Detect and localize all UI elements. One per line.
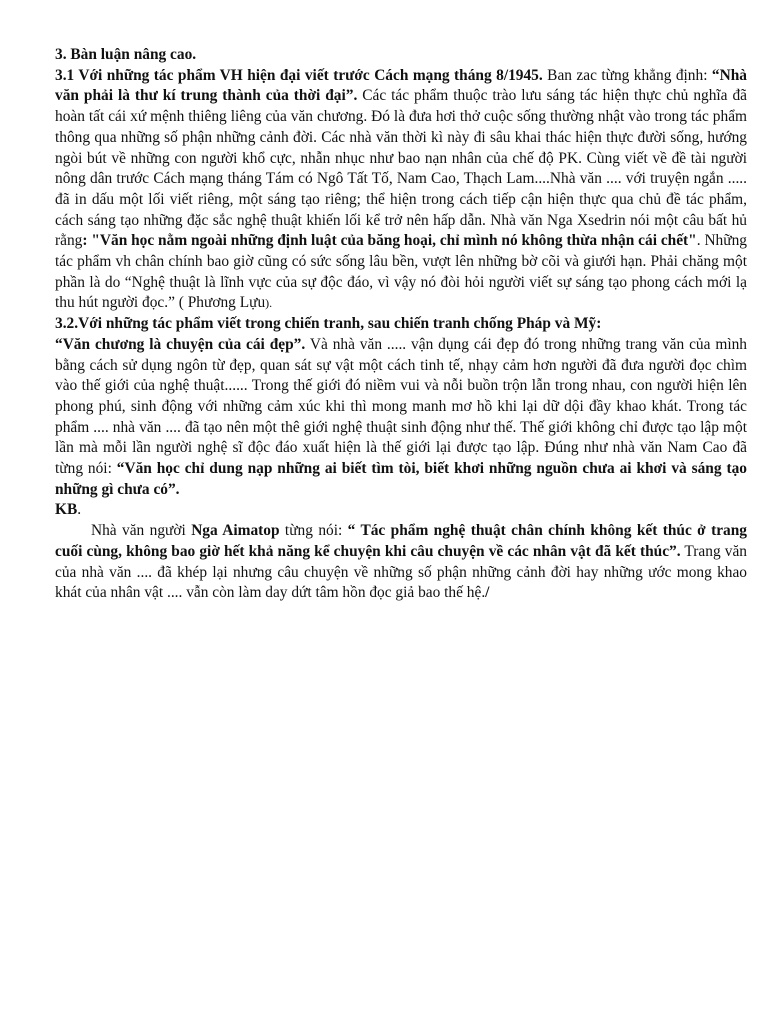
section-heading-3: 3. Bàn luận nâng cao. — [55, 46, 197, 63]
paragraph-text: từng nói: — [279, 522, 348, 540]
quote-aimatop: “ Tác phẩm nghệ thuật chân chính không kết thúc ở trang cuối cùng, không bao giờ hết khả năng kể chuyện khi câu chuyện về các nhân vật đã kết thúc”. — [55, 522, 748, 560]
author-name: Nga Aimatop — [191, 522, 280, 540]
quote-nam-cao: “Văn học chỉ dung nạp những ai biết tìm tòi, biết khơi những nguồn chưa ai khơi và sáng tạo những gì chưa có”. — [55, 460, 747, 498]
quote-balzac: “Nhà văn phải là thư kí trung thành của thời đại”. — [55, 66, 747, 105]
quote-beauty: “Văn chương là chuyện của cái đẹp”. — [55, 335, 306, 353]
section-heading-3-2: 3.2.Với những tác phẩm viết trong chiến tranh, sau chiến tranh chống Pháp và Mỹ: — [55, 315, 602, 333]
section-3-1-paragraph — [55, 66, 747, 314]
paragraph-text: Các tác phẩm thuộc trào lưu sáng tác hiện thực chủ nghĩa đã hoàn tất cái xứ mệnh thiêng liêng của văn chương. Đó là đưa hơi thở cuộc sống thường nhật vào trong tác phẩm thông qua những số phận những cảnh đời. Các nhà văn thời kì này đi sâu khai thác hiện thực đười sống, hướng ngòi bút về những con người khổ cực, nhẫn nhục như bao nạn nhân của chế độ PK. Cùng viết về đề tài người nông dân trước Cách mạng tháng Tám có Ngô Tất Tố, Nam Cao, Thạch Lam....Nhà văn .... với truyện ngắn ..... đã in dấu một lối viết riêng, một sáng tạo riêng; thể hiện trong cách tiếp cận hiện thực qua chủ đề tác phẩm, cách sáng tạo những đặc sắc nghệ thuật khiến lối kể trở nên hấp dẫn. Nhà văn Nga Xsedrin nói một câu bất hủ rằng — [55, 87, 747, 250]
paragraph-text: Ban zac từng khẳng định: — [542, 66, 712, 84]
quote-xsedrin: : "Văn học nằm ngoài những định luật của băng hoại, chỉ mình nó không thừa nhận cái chết" — [82, 232, 697, 250]
paragraph-text: Và nhà văn ..... vận dụng cái đẹp đó trong những trang văn của mình bằng cách sử dụng ngôn từ đẹp, quan sát sự vật một cách tinh tế, nhạy cảm hơn người đã đưa người đọc chìm vào thế giới của nghệ thuật...... Trong thế giới đó niềm vui và nỗi buồn trộn lẫn trong nhau, con người hiện lên phong phú, sinh động với những cảm xúc khi thì mong manh mơ hồ khi lại dữ dội đầy khao khát. Trong tác phẩm .... nhà văn .... đã tạo nên một thê giới nghệ thuật sinh động như thế. Thế giới không chỉ được tạo lập một lần mà mỗi lần người nghệ sĩ độc đáo xuất hiện là thế giới lại được tạo lập. Đúng như nhà văn Nam Cao đã từng nói: — [55, 335, 747, 478]
closing-mark: / — [485, 584, 490, 602]
document-page — [55, 45, 747, 604]
paragraph-text: Trang văn của nhà văn .... đã khép lại nhưng câu chuyện về những số phận những cảnh đời hay những ước mong khao khát của nhân vật .... vẫn còn làm day dứt tâm hồn đọc giả bao thế hệ. — [55, 542, 747, 602]
kb-heading — [55, 500, 747, 521]
section-heading-3-1: 3.1 Với những tác phẩm VH hiện đại viết trước Cách mạng tháng 8/1945. — [55, 66, 543, 84]
kb-label: KB — [55, 501, 78, 519]
closing-paragraph — [55, 521, 747, 604]
section-3-2-paragraph — [55, 335, 747, 501]
paragraph-text: . Những tác phẩm vh chân chính bao giờ cũng có sức sống lâu bền, vượt lên những bờ cõi và giưới hạn. Phải chăng một phần là do “Nghệ thuật là lĩnh vực của sự độc đáo, vì vậy nó đòi hỏi người viết sự sáng tạo phong cách mới lạ thu hút người đọc.” ( Phương Lựu — [55, 232, 747, 312]
kb-dot: . — [77, 501, 82, 519]
paragraph-text: Nhà văn người — [91, 522, 192, 540]
paragraph-text-end: ). — [265, 296, 273, 311]
